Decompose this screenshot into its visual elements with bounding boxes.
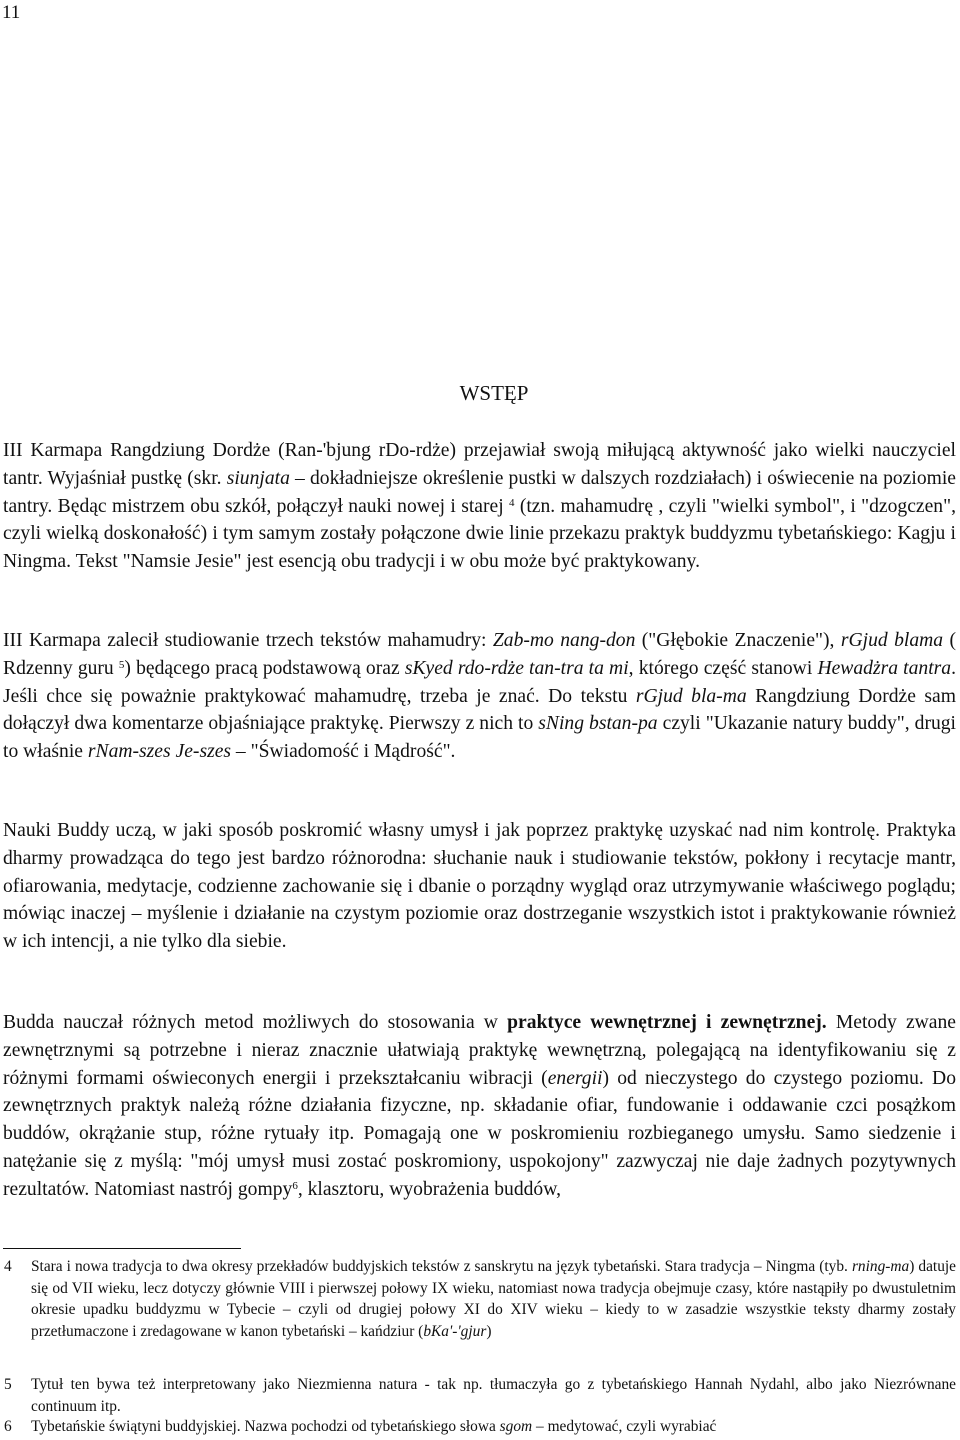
text-run: rGjud bla-ma <box>635 685 747 707</box>
page-title: WSTĘP <box>459 381 529 405</box>
text-run: praktyce wewnętrznej i zewnętrznej. <box>507 1012 827 1033</box>
footnote-reference: 6 <box>292 1179 298 1192</box>
text-run: – "Świadomość i Mądrość". <box>231 741 456 763</box>
footnote-reference: 4 <box>508 496 515 509</box>
text-run: energii <box>547 1067 603 1089</box>
footnote-number: 4 <box>4 1258 12 1275</box>
text-run: rNam-szes Je-szes <box>87 741 232 763</box>
page-number: 11 <box>2 2 21 23</box>
text-run: III Karmapa Rangdziung Dordże (Ran-'bjung rDo-rdże) przejawiał swoją miłującą aktywność jako wielki nauczyciel tantr. Wyjaśniał pustkę (skr. <box>3 440 956 489</box>
footnote-number: 6 <box>4 1418 12 1435</box>
text-run: Metody zwane zewnętrznymi są potrzebne i nieraz znacznie ułatwiają praktykę wewnętrzną, polegającą na identyfikowaniu się z różnymi formami oświeconych energii i przekształcaniu wibracji ( <box>3 1012 956 1089</box>
footnote-separator <box>3 1248 241 1249</box>
paragraph-2 <box>3 627 956 766</box>
text-run: . Jeśli chce się poważnie praktykować mahamudrę, trzeba je znać. Do tekstu <box>3 657 956 707</box>
text-run: ) datuje się od VII wieku, lecz dotyczy głównie VIII i pierwszej połowy IX wieku, natomiast nowa tradycja obejmuje czasy, które nastąpiły po dwustuletnim okresie upadku buddyzmu w Tybecie – czyli od drugiej połowy XI do XIV wieku – kiedy to w zasadzie wszystkie teksty dharmy zostały przetłumaczone i zredagowane w kanon tybetański – kańdziur ( <box>31 1258 956 1340</box>
text-run: Budda nauczał różnych metod możliwych do stosowania w <box>3 1012 508 1033</box>
text-run: siunjata <box>226 467 290 489</box>
footnote-text <box>31 1256 956 1342</box>
paragraph-1 <box>3 437 956 576</box>
footnote-reference: 5 <box>118 658 125 671</box>
footnote-4 <box>3 1256 956 1342</box>
footnote-number: 5 <box>4 1376 12 1393</box>
text-run: Rangdziung Dordże sam dołączył dwa komentarze objaśniające praktykę. Pierwszy z nich to <box>3 685 956 735</box>
text-run: sNing bstan-pa <box>538 713 658 735</box>
text-run: ) od nieczystego do czystego poziomu. Do zewnętrznych praktyk należą różne działania fizyczne, np. składanie ofiar, fundowanie i oddawanie czci posążkom buddów, okrążanie stup, różne rytuały itp. Pomagają one w poskromieniu rozbieganego umysłu. Samo siedzenie i natężanie się z myślą: "mój umysł musi zostać poskromiony, uspokojony" zazwyczaj nie daje żadnych pozytywnych rezultatów. Natomiast nastrój gompy <box>3 1067 956 1200</box>
text-run: czyli "Ukazanie natury buddy", drugi to właśnie <box>3 713 957 763</box>
text-run: III Karmapa zalecił studiowanie trzech tekstów mahamudry: <box>3 630 493 651</box>
paragraph-4 <box>3 1009 956 1204</box>
footnote-6 <box>3 1416 956 1438</box>
text-run: sgom <box>499 1418 533 1435</box>
text-run: (tzn. mahamudrę , czyli "wielki symbol", i "dzogczen", czyli wielką doskonałość) i tym samym zostały połączone dwie linie przekazu praktyk buddyzmu tybetańskiego: Kagju i Ningma. Tekst "Namsie Jesie" jest esencją obu tradycji i w obu może być praktykowany. <box>3 495 956 573</box>
text-run: bKa'-'gjur <box>423 1322 487 1340</box>
text-run: ) będącego pracą podstawową oraz <box>124 657 405 679</box>
text-run: , którego część stanowi <box>628 657 818 679</box>
footnote-text <box>31 1374 956 1417</box>
text-run: rning-ma <box>851 1258 910 1275</box>
text-run: Tytuł ten bywa też interpretowany jako Niezmienna natura - tak np. tłumaczyła go z tybetańskiego Hannah Nydahl, albo jako Niezrównane continuum itp. <box>31 1376 956 1415</box>
footnote-5 <box>3 1374 956 1417</box>
text-run: – medytować, czyli wyrabiać <box>532 1418 717 1435</box>
footnote-text <box>31 1416 956 1438</box>
text-run: rGjud blama <box>840 630 944 651</box>
paragraph-3 <box>3 817 956 956</box>
text-run: ( Rdzenny guru <box>3 630 957 679</box>
text-run: ) <box>486 1322 492 1340</box>
text-run: , klasztoru, wyobrażenia buddów, <box>297 1178 561 1200</box>
text-run: – dokładniejsze określenie pustki w dalszych rozdziałach) i oświecenie na poziomie tantry. Będąc mistrzem obu szkół, połączył nauki nowej i starej <box>3 467 956 517</box>
text-run: Nauki Buddy uczą, w jaki sposób poskromić własny umysł i jak poprzez praktykę uzyskać nad nim kontrolę. Praktyka dharmy prowadząca do tego jest bardzo różnorodna: słuchanie nauk i studiowanie tekstów, pokłony i recytacje mantr, ofiarowania, medytacje, codzienne zachowanie się i dbanie o porządny wygląd oraz utrzymywanie właściwego poglądu; mówiąc inaczej – myślenie i działanie na czystym poziomie oraz dostrzeganie wszystkich istot i praktykowanie również w ich intencji, a nie tylko dla siebie. <box>3 820 956 953</box>
text-run: sKyed rdo-rdże tan-tra ta mi <box>404 657 629 679</box>
text-run: Hewadżra tantra <box>817 657 952 679</box>
text-run: Stara i nowa tradycja to dwa okresy przekładów buddyjskich tekstów z sanskrytu na język tybetański. Stara tradycja – Ningma (tyb. <box>31 1258 852 1275</box>
text-run: Tybetańskie świątyni buddyjskiej. Nazwa pochodzi od tybetańskiego słowa <box>31 1418 500 1435</box>
text-run: Zab-mo nang-don <box>492 630 636 651</box>
text-run: ("Głębokie Znaczenie"), <box>635 630 841 651</box>
